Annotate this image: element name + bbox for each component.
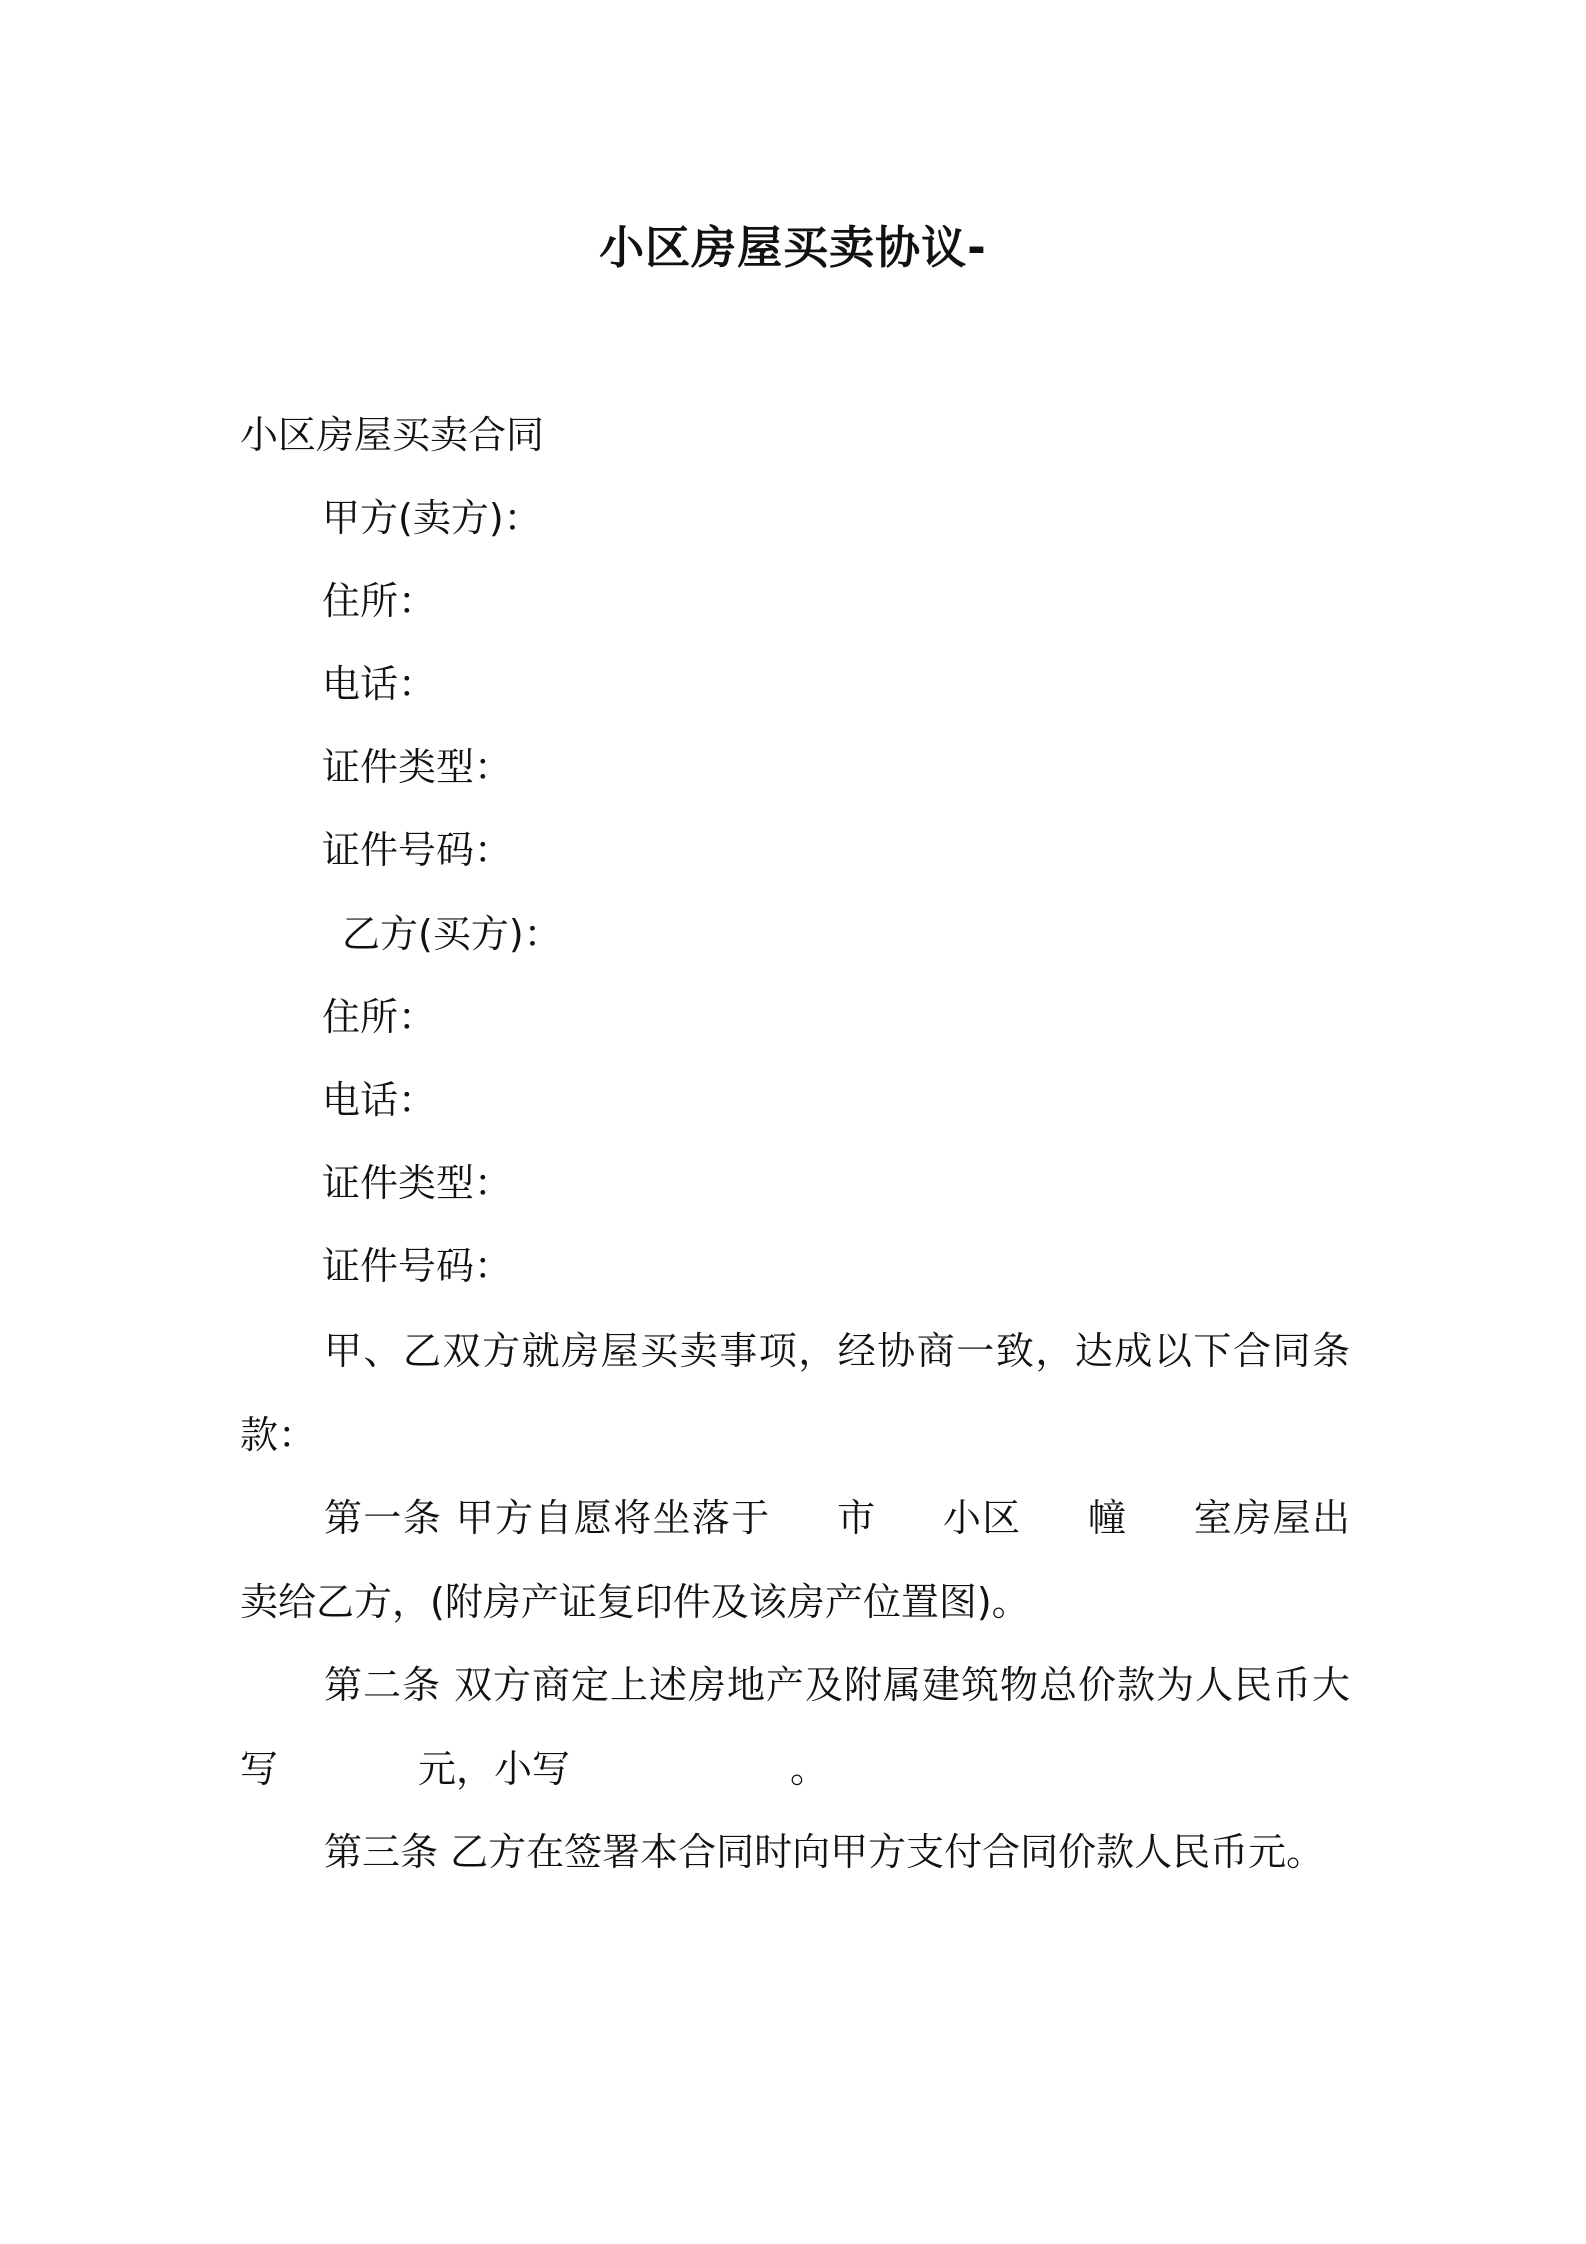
party-a-id-type-label: 证件类型： <box>322 745 513 789</box>
party-a-phone-label: 电话： <box>322 662 437 706</box>
intro-paragraph: 甲、乙双方就房屋买卖事项，经协商一致，达成以下合同条款： <box>240 1329 1350 1457</box>
article-3: 第三条 乙方在签署本合同时向甲方支付合同价款人民币元。 <box>324 1830 1325 1874</box>
article-2-end: 。 <box>790 1747 829 1791</box>
party-a-address-label: 住所： <box>322 579 437 623</box>
article-1-community: 小区 <box>941 1496 1022 1540</box>
party-b-phone-label: 电话： <box>322 1078 437 1122</box>
party-b-address-label: 住所： <box>322 995 437 1039</box>
contract-subtitle: 小区房屋买卖合同 <box>240 413 545 457</box>
article-1-building: 幢 <box>1086 1496 1128 1540</box>
article-1-city: 市 <box>835 1496 877 1540</box>
article-1-tail: 室房屋出卖给乙方，(附房产证复印件及该房产位置图)。 <box>240 1496 1350 1624</box>
party-a-id-number-label: 证件号码： <box>322 828 513 872</box>
article-2-mid: 元，小写 <box>418 1747 571 1791</box>
party-a-label: 甲方(卖方)： <box>322 496 542 540</box>
party-b-id-number-label: 证件号码： <box>322 1244 513 1288</box>
article-1 <box>240 1476 1350 1644</box>
party-b-label: 乙方(买方)： <box>342 912 562 956</box>
document-title: 小区房屋买卖协议- <box>599 221 987 274</box>
article-2-lead: 第二条 双方商定上述房地产及附属建筑物总价款为人民币大写 <box>240 1663 1350 1791</box>
article-1-lead: 第一条 甲方自愿将坐落于 <box>324 1496 771 1540</box>
article-2 <box>240 1643 1350 1811</box>
party-b-id-type-label: 证件类型： <box>322 1161 513 1205</box>
